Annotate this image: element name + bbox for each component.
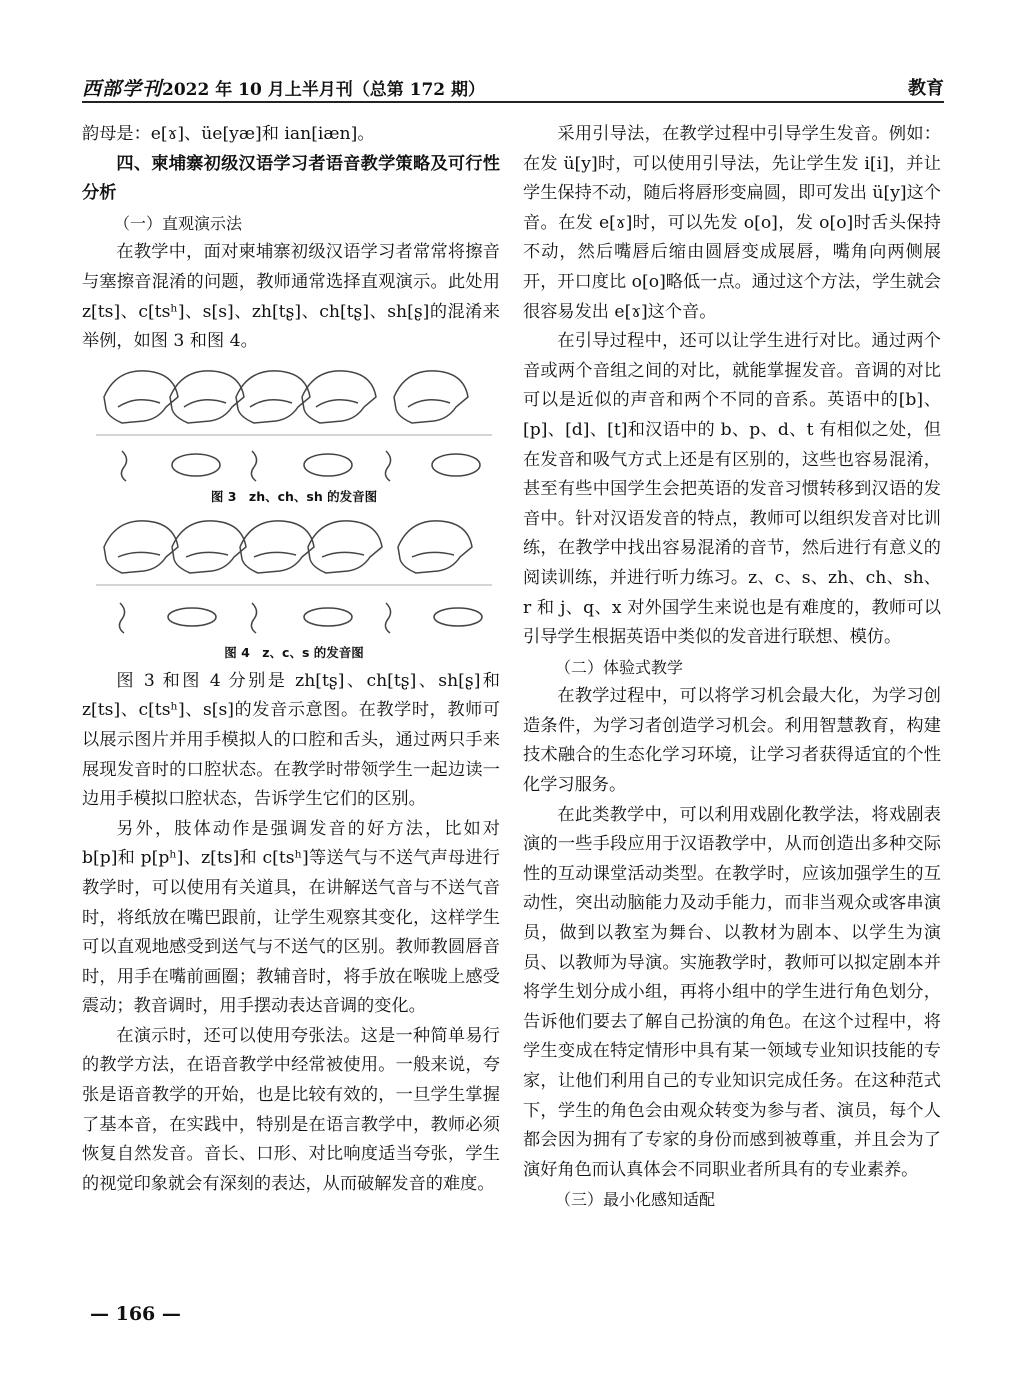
subsection-heading: （一）直观演示法	[114, 213, 243, 233]
section-name: 教育	[908, 78, 944, 99]
paragraph: 在引导过程中，还可以让学生进行对比。通过两个音或两个音组之间的对比，就能掌握发音。音调的对比可以是近似的声音和两个不同的音系。英语中的[b]、[p]、[d]、[t]和汉语中的 b、p、d、t 有相似之处，但在发音和吸气方式上还是有区别的，这些也容易混淆，甚至有些中国学生会把英语的发音习惯转移到汉语的发音中。针对汉语发音的特点，教师可以组织发音对比训练，在教学中找出容易混淆的音节，然后进行有意义的阅读训练，并进行听力练习。z、c、s、zh、ch、sh、r 和 j、q、x 对外国学生来说也是有难度的，教师可以引导学生根据英语中类似的发音进行联想、模仿。	[523, 331, 941, 648]
subsection-heading: （三）最小化感知适配	[555, 1190, 716, 1210]
figure-3	[96, 363, 492, 507]
page-number: — 166 —	[90, 1303, 181, 1325]
header-rule	[82, 101, 944, 103]
paragraph: 在教学中，面对柬埔寨初级汉语学习者常常将擦音与塞擦音混淆的问题，教师通常选择直观演示。此处用 z[ts]、c[tsʰ]、s[s]、zh[tʂ]、ch[tʂ]、sh[ʂ]的混淆来举例，如图 3 和图 4。	[82, 242, 500, 352]
subsection-heading: （二）体验式教学	[555, 657, 684, 677]
figure-4-image	[96, 513, 492, 641]
issue-info: 2022 年 10 月上半月刊（总第 172 期）	[162, 80, 486, 100]
paragraph: 图 3 和图 4 分别是 zh[tʂ]、ch[tʂ]、sh[ʂ]和 z[ts]、c[tsʰ]、s[s]的发音示意图。在教学时，教师可以展示图片并用手模拟人的口腔和舌头，通过两只手来展现发音时的口腔状态。在教学时带领学生一起边读一边用手模拟口腔状态，告诉学生它们的区别。	[82, 670, 500, 810]
running-header	[82, 74, 944, 100]
figure-3-caption: 图 3 zh、ch、sh 的发音图	[210, 488, 378, 504]
paragraph: 韵母是：e[ɤ]、üe[yæ]和 ian[iæn]。	[82, 124, 375, 144]
paragraph: 在演示时，还可以使用夸张法。这是一种简单易行的教学方法，在语音教学中经常被使用。一般来说，夸张是语音教学的开始，也是比较有效的，一旦学生掌握了基本音，在实践中，特别是在语言教学中，教师必须恢复自然发音。音长、口形、对比响度适当夸张，学生的视觉印象就会有深刻的表达，从而破解发音的难度。	[82, 1025, 500, 1194]
paragraph: 在此类教学中，可以利用戏剧化教学法，将戏剧表演的一些手段应用于汉语教学中，从而创造出多种交际性的互动课堂活动类型。在教学时，应该加强学生的互动性，突出动脑能力及动手能力，而非当观众或客串演员，做到以教室为舞台、以教材为剧本、以学生为演员、以教师为导演。实施教学时，教师可以拟定剧本并将学生划分成小组，再将小组中的学生进行角色划分，告诉他们要去了解自己扮演的角色。在这个过程中，将学生变成在特定情形中具有某一领域专业知识技能的专家，让他们利用自己的专业知识完成任务。在这种范式下，学生的角色会由观众转变为参与者、演员，每个人都会因为拥有了专家的身份而感到被尊重，并且会为了演好角色而认真体会不同职业者所具有的专业素养。	[523, 804, 941, 1180]
right-column	[523, 120, 941, 1215]
figure-3-image	[96, 363, 492, 485]
paragraph: 采用引导法，在教学过程中引导学生发音。例如：在发 ü[y]时，可以使用引导法，先让学生发 i[i]，并让学生保持不动，随后将唇形变扁圆，即可发出 ü[y]这个音。在发 e[ɤ]时，可以先发 o[o]，发 o[o]时舌头保持不动，然后嘴唇后缩由圆唇变成展唇，嘴角向两侧展开，开口度比 o[o]略低一点。通过这个方法，学生就会很容易发出 e[ɤ]这个音。	[523, 124, 941, 322]
left-column	[82, 120, 500, 1199]
figure-4-caption: 图 4 z、c、s 的发音图	[224, 644, 364, 660]
paragraph: 在教学过程中，可以将学习机会最大化，为学习创造条件，为学习者创造学习机会。利用智慧教育，构建技术融合的生态化学习环境，让学习者获得适宜的个性化学习服务。	[523, 686, 941, 796]
figure-4	[96, 513, 492, 663]
journal-logo: 西部学刊	[82, 78, 163, 100]
section-heading: 四、柬埔寨初级汉语学习者语音教学策略及可行性分析	[82, 153, 500, 204]
paragraph: 另外，肢体动作是强调发音的好方法，比如对 b[p]和 p[pʰ]、z[ts]和 c[tsʰ]等送气与不送气声母进行教学时，可以使用有关道具，在讲解送气音与不送气音时，将纸放在嘴巴跟前，让学生观察其变化，这样学生可以直观地感受到送气与不送气的区别。教师教圆唇音时，用手在嘴前画圈；教辅音时，将手放在喉咙上感受震动；教音调时，用手摆动表达音调的变化。	[82, 818, 500, 1017]
